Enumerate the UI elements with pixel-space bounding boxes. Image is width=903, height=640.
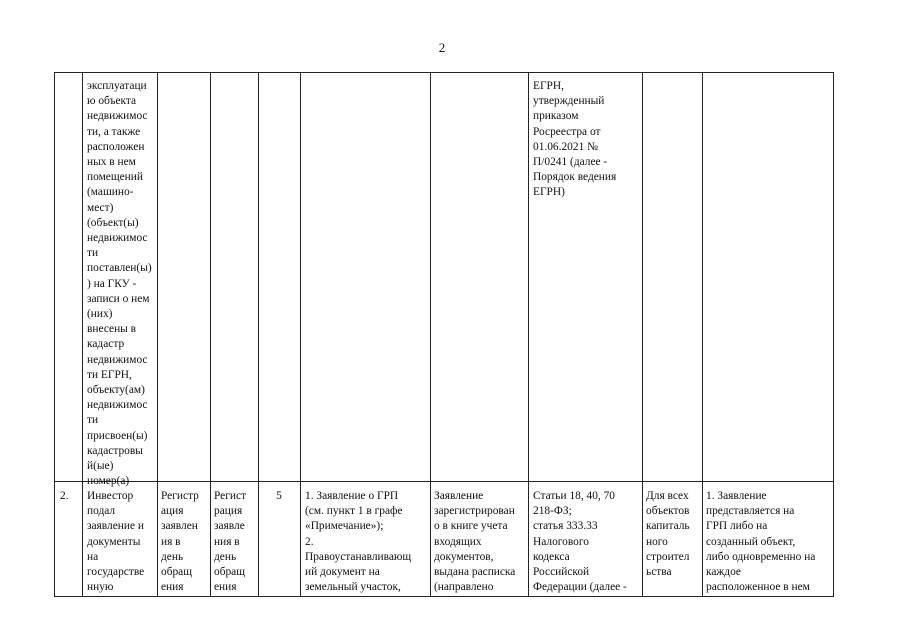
cell-documents: 1. Заявление о ГРП (см. пункт 1 в графе «Примечание»); 2. Правоустанавливающ ий документ на земельный участок,	[305, 490, 412, 594]
cell-action-2: Регист рация заявле ния в день обращ ения	[214, 490, 247, 594]
column-divider	[702, 72, 703, 597]
cell-object-description: эксплуатаци ю объекта недвижимос ти, а также расположен ных в нем помещений (машино- мест) (объект(ы) недвижимос ти поставлен(ы) ) на ГКУ - записи о нем (них) внесены в кадастр недвижимос ти ЕГРН, объекту(ам) недвижимос ти присвоен(ы) кадастровы й(ые) номер(а)	[87, 80, 152, 488]
table-border-left	[54, 72, 55, 597]
column-divider	[528, 72, 529, 597]
column-divider	[82, 72, 83, 597]
column-divider	[157, 72, 158, 597]
column-divider	[210, 72, 211, 597]
cell-subject: Инвестор подал заявление и документы на государстве нную	[87, 490, 145, 594]
cell-result: Заявление зарегистрирован о в книге учета входящих документов, выдана расписка (направлено	[434, 490, 516, 594]
cell-note: 1. Заявление представляется на ГРП либо на созданный объект, либо одновременно на каждое расположенное в нем	[706, 490, 816, 594]
cell-days: 5	[276, 490, 282, 502]
cell-legal-basis-continued: ЕГРН, утвержденный приказом Росреестра от 01.06.2021 № П/0241 (далее - Порядок ведения ЕГРН)	[533, 80, 617, 199]
table-border-bottom	[54, 596, 834, 597]
column-divider	[430, 72, 431, 597]
cell-action-1: Регистр ация заявлен ия в день обращ ения	[161, 490, 199, 594]
column-divider	[300, 72, 301, 597]
cell-row-number: 2.	[60, 490, 69, 502]
column-divider	[642, 72, 643, 597]
table-border-top	[54, 72, 834, 73]
cell-legal-basis: Статьи 18, 40, 70 218-ФЗ; статья 333.33 Налогового кодекса Российской Федерации (далее -	[533, 490, 627, 594]
row-divider	[54, 481, 834, 482]
column-divider	[258, 72, 259, 597]
page-number: 2	[438, 40, 446, 55]
cell-applies-to: Для всех объектов капиталь ного строител ьства	[646, 490, 690, 579]
table-border-right	[833, 72, 834, 597]
